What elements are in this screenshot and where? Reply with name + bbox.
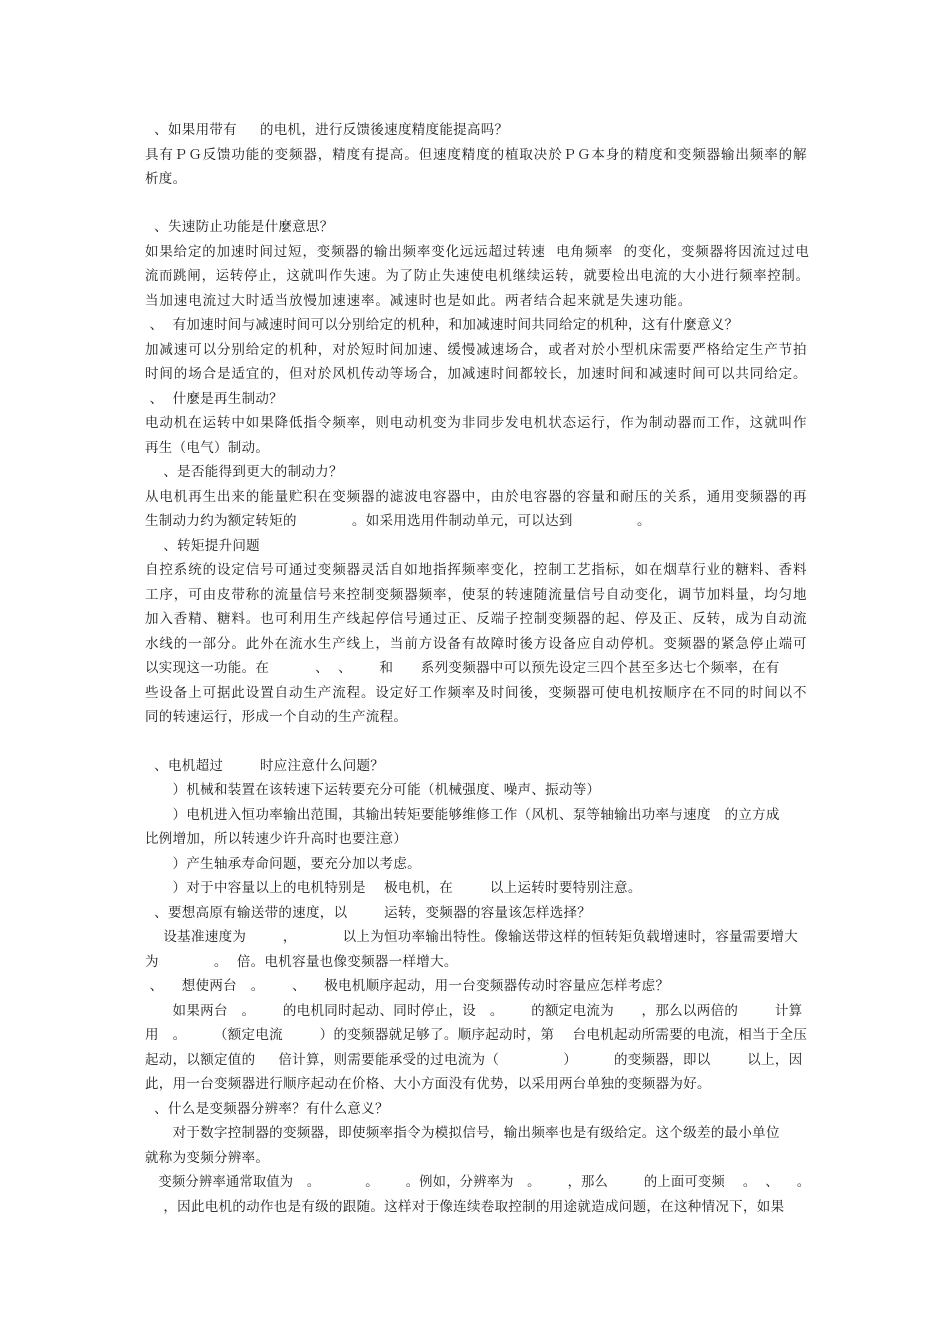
text-line: ）机械和装置在该转速下运转要充分可能（机械强度、噪声、振动等） <box>145 782 601 798</box>
text-line: 、如果用带有 的电机，进行反馈後速度精度能提高吗？ <box>145 122 509 138</box>
text-line: 、电机超过 时应注意什么问题？ <box>145 758 385 774</box>
text-line: 、什么是变频器分辨率？有什么意义？ <box>145 1101 389 1117</box>
text-line: ）对于中容量以上的电机特别是 极电机，在 以上运转时要特别注意。 <box>145 880 642 896</box>
text-line: 同的转速运行，形成一个自动的生产流程。 <box>145 709 408 725</box>
text-line: 如果给定的加速时间过短，变频器的输出频率变化远远超过转速 电角频率 的变化，变频器将因流过过电 <box>145 244 810 260</box>
text-line: ）产生轴承寿命问题，要充分加以考虑。 <box>145 856 421 872</box>
text-line: ）电机进入恒功率输出范围，其输出转矩要能够维修工作（风机、泵等轴输出功率与速度 的立方成 <box>145 807 780 823</box>
text-line: 再生（电气）制动。 <box>145 440 270 456</box>
text-line: 加减速可以分别给定的机种，对於短时间加速、缓慢减速场合，或者对於小型机床需要严格给定生产节拍 <box>145 342 808 358</box>
text-line: 就称为变频分辨率。 <box>145 1150 270 1166</box>
text-line: 变频分辨率通常取值为 。 。 。例如，分辨率为 。 ，那么 的上面可变频 。 、 。 <box>145 1174 811 1190</box>
text-line: 些设备上可据此设置自动生产流程。设定好工作频率及时间後，变频器可使电机按顺序在不同的时间以不 <box>145 685 808 701</box>
text-line: 时间的场合是适宜的，但对於风机传动等场合，加减速时间都较长，加速时间和减速时间可以共同给定。 <box>145 366 808 382</box>
text-line: 、是否能得到更大的制动力？ <box>145 464 343 480</box>
text-line: 、失速防止功能是什麼意思？ <box>145 219 334 235</box>
text-line: 、 有加速时间与减速时间可以分别给定的机种，和加减速时间共同给定的机种，这有什麼意义？ <box>145 317 739 333</box>
text-line: 当加速电流过大时适当放慢加速速率。减速时也是如此。两者结合起来就是失速功能。 <box>145 293 693 309</box>
text-line: 、转矩提升问题 <box>145 538 260 554</box>
text-line: ，因此电机的动作也是有级的跟随。这样对于像连续卷取控制的用途就造成问题，在这种情况下，如果 <box>145 1199 785 1215</box>
text-line: 比例增加，所以转速少许升高时也要注意） <box>145 831 408 847</box>
text-line: 从电机再生出来的能量贮积在变频器的滤波电容器中，由於电容器的容量和耐压的关系，通用变频器的再 <box>145 489 808 505</box>
text-line: 具有ＰＧ反馈功能的变频器，精度有提高。但速度精度的植取决於ＰＧ本身的精度和变频器输出频率的解 <box>145 147 808 163</box>
text-line: 此，用一台变频器进行顺序起动在价格、大小方面没有优势，以采用两台单独的变频器为好。 <box>145 1076 711 1092</box>
text-line: 工序，可由皮带称的流量信号来控制变频器频率，使泵的转速随流量信号自动变化，调节加料量，均匀地 <box>145 587 808 603</box>
text-line: 水线的一部分。此外在流水生产线上，当前方设备有故障时後方设备应自动停机。变频器的紧急停止端可 <box>145 636 808 652</box>
text-line: 、要想高原有输送带的速度，以 运转，变频器的容量该怎样选择？ <box>145 905 592 921</box>
text-line: 对于数字控制器的变频器，即使频率指令为模拟信号，输出频率也是有级给定。这个级差的最小单位 <box>145 1125 780 1141</box>
text-line: 析度。 <box>145 171 187 187</box>
text-line: 设基准速度为 ， 以上为恒功率输出特性。像输送带这样的恒转矩负载增速时，容量需要增大 <box>145 929 799 945</box>
text-line: 加入香精、糖料。也可利用生产线起停信号通过正、反端子控制变频器的起、停及正、反转，成为自动流 <box>145 611 808 627</box>
text-line: 生制动力约为额定转矩的 。如采用选用件制动单元，可以达到 。 <box>145 513 651 529</box>
text-line: 为 。 倍。电机容量也像变频器一样增大。 <box>145 954 458 970</box>
text-line: 流而跳闸，运转停止，这就叫作失速。为了防止失速使电机继续运转，就要检出电流的大小进行频率控制。 <box>145 268 810 284</box>
text-line: 、 什麼是再生制动？ <box>145 391 283 407</box>
text-line: 起动，以额定值的 倍计算，则需要能承受的过电流为（ ） 的变频器，即以 以上，因 <box>145 1052 803 1068</box>
text-line: 、 想使两台 。 、 极电机顺序起动，用一台变频器传动时容量应怎样考虑？ <box>145 978 670 994</box>
text-line: 以实现这一功能。在 、 、 和 系列变频器中可以预先设定三四个甚至多达七个频率，在有 <box>145 660 780 676</box>
text-line: 用 。 （额定电流 ）的变频器就足够了。顺序起动时，第 台电机起动所需要的电流，相当于全压 <box>145 1027 808 1043</box>
text-line: 自控系统的设定信号可通过变频器灵活自如地指挥频率变化，控制工艺指标，如在烟草行业的糖料、香料 <box>145 562 808 578</box>
text-line: 电动机在运转中如果降低指令频率，则电动机变为非同步发电机状态运行，作为制动器而工作，这就叫作 <box>145 415 808 431</box>
text-line: 如果两台 。 的电机同时起动、同时停止，设 。 的额定电流为 ，那么以两倍的 计算 <box>145 1003 803 1019</box>
